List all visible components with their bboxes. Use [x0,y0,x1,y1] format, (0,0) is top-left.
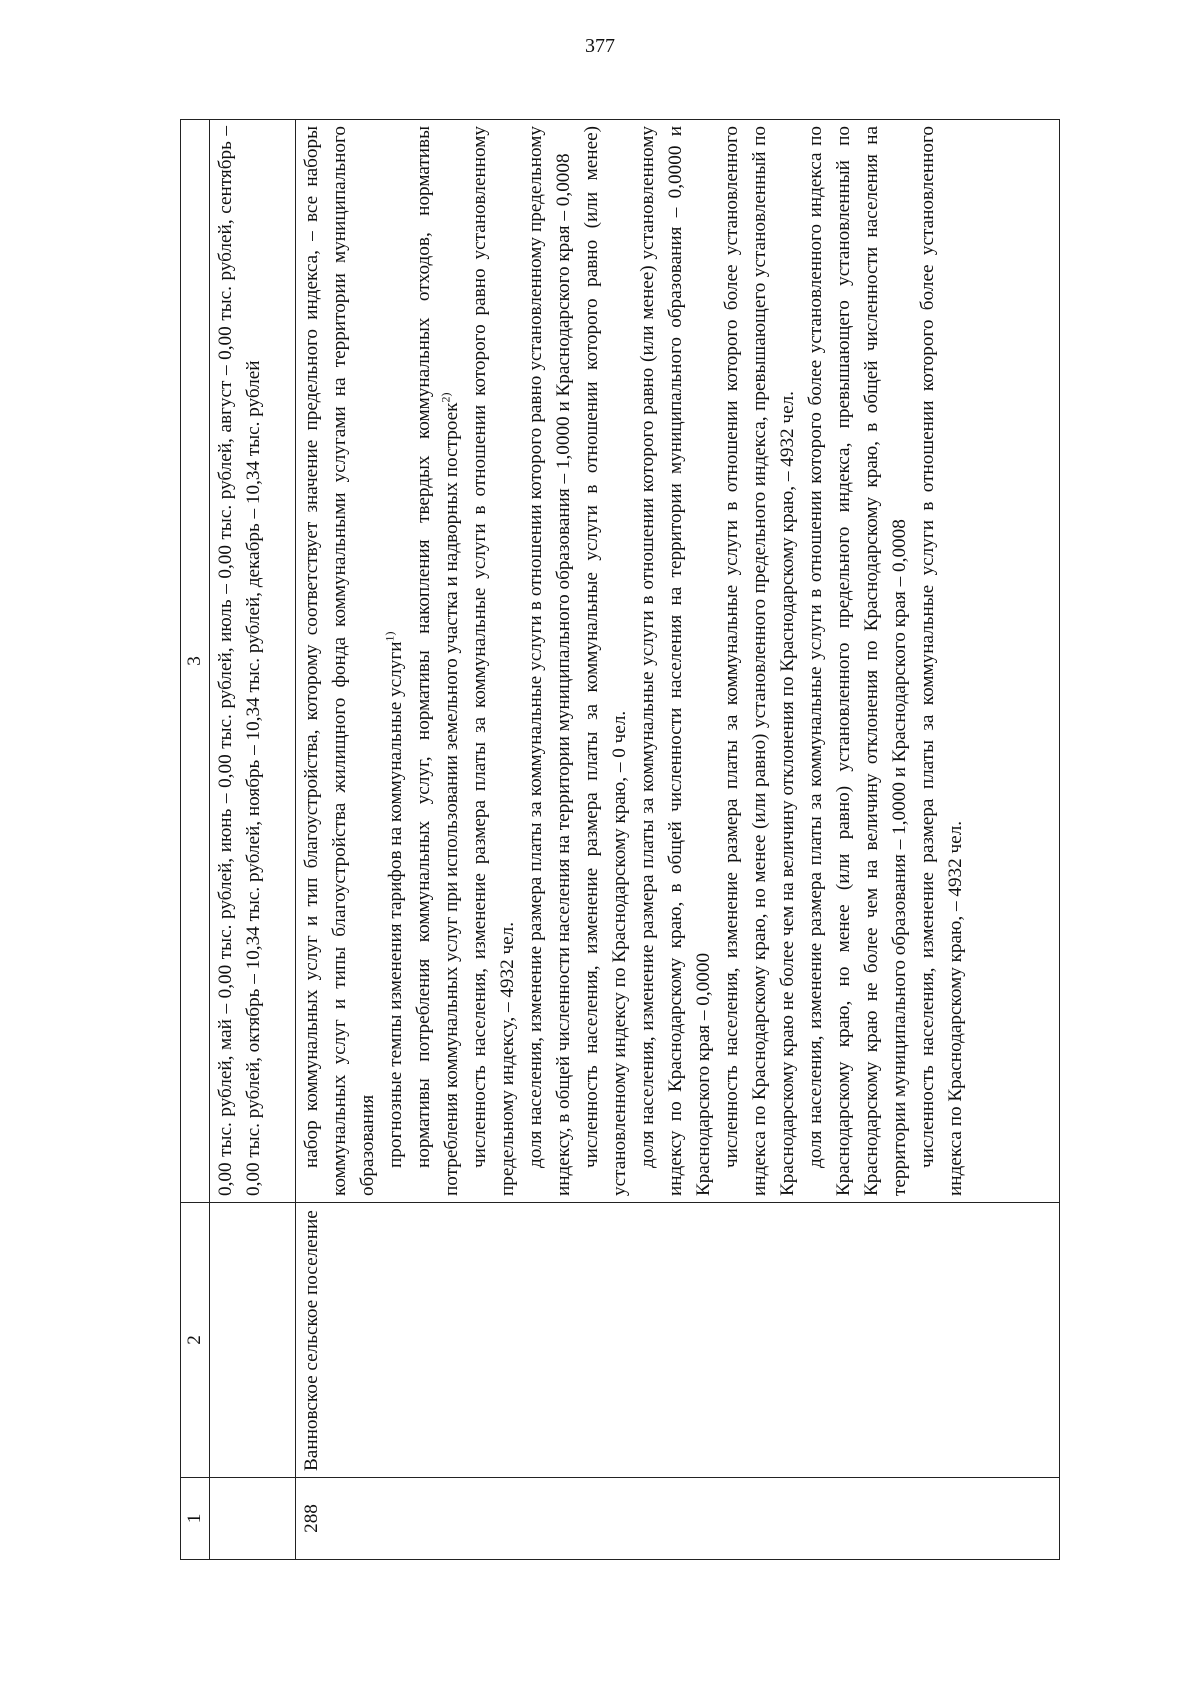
document-table [180,119,1060,1560]
row-details [296,120,1060,1203]
paragraph-1: прогнозные темпы изменения тарифов на коммунальные услуги$^{1)}$ [382,631,406,1168]
table-row-288 [296,120,1060,1560]
footnote-marker-2: 2) [438,392,453,403]
row-number: 288 [296,1478,1060,1560]
footnote-marker-1: 1) [382,631,397,642]
header-col-3: 3 [181,120,210,1203]
page-number: 377 [585,35,615,57]
settlement-name: Ванновское сельское поселение [296,1203,1060,1478]
paragraph-6: доля населения, изменение размера платы за коммунальные услуги в отношении которого равно (или менее) установленному индексу по Краснодарскому краю, в общей численности населения на территории муниципального образования – 0,0000 и Краснодарского края – 0,0000 [637,126,714,1196]
paragraph-9: численность населения, изменение размера платы за коммунальные услуги в отношении которого более установленного индекса по Краснодарскому краю, – 4932 чел. [917,126,966,1196]
cont-col-3: 0,00 тыс. рублей, май – 0,00 тыс. рублей, июнь – 0,00 тыс. рублей, июль – 0,00 тыс. рублей, август – 0,00 тыс. рублей, сентябрь – 0,00 тыс. рублей, октябрь – 10,34 тыс. рублей, ноябрь – 10,34 тыс. рублей, декабрь – 10,34 тыс. рублей [210,120,296,1203]
paragraph-0: набор коммунальных услуг и тип благоустройства, которому соответствует значение предельного индекса, – все наборы коммунальных услуг и типы благоустройства жилищного фонда коммунальными услугами на территории муниципального образования [301,126,378,1196]
paragraph-8: доля населения, изменение размера платы за коммунальные услуги в отношении которого более установленного индекса по Краснодарскому краю, но менее (или равно) установленного предельного индекса, превышающего установленный по Краснодарскому краю не более чем на величину отклонения по Краснодарскому краю, в общей численности населения на территории муниципального образования – 1,0000 и Краснодарского края – 0,0008 [805,126,910,1196]
paragraph-4: доля населения, изменение размера платы за коммунальные услуги в отношении которого равно установленному предельному индексу, в общей численности населения на территории муниципального образования – 1,0000 и Краснодарского края – 0,0008 [525,126,574,1196]
paragraph-7: численность населения, изменение размера платы за коммунальные услуги в отношении которого более установленного индекса по Краснодарскому краю, но менее (или равно) установленного предельного индекса, превышающего установленный по Краснодарскому краю не более чем на величину отклонения по Краснодарскому краю, – 4932 чел. [721,126,798,1196]
table-header-row [181,120,210,1560]
paragraph-2: нормативы потребления коммунальных услуг, нормативы накопления твердых коммунальных отходов, нормативы потребления коммунальных услуг при использовании земельного участка и надворных построек$^{2)}$ [413,126,462,1196]
cont-col-2 [210,1203,296,1478]
header-col-2: 2 [181,1203,210,1478]
header-col-1: 1 [181,1478,210,1560]
rotated-table-container [180,120,1060,1560]
cont-col-1 [210,1478,296,1560]
table-row-continuation [210,120,296,1560]
paragraph-3: численность населения, изменение размера платы за коммунальные услуги в отношении которого равно установленному предельному индексу, – 4932 чел. [469,126,518,1196]
paragraph-5: численность населения, изменение размера платы за коммунальные услуги в отношении которого равно (или менее) установленному индексу по Краснодарскому краю, – 0 чел. [581,126,630,1196]
